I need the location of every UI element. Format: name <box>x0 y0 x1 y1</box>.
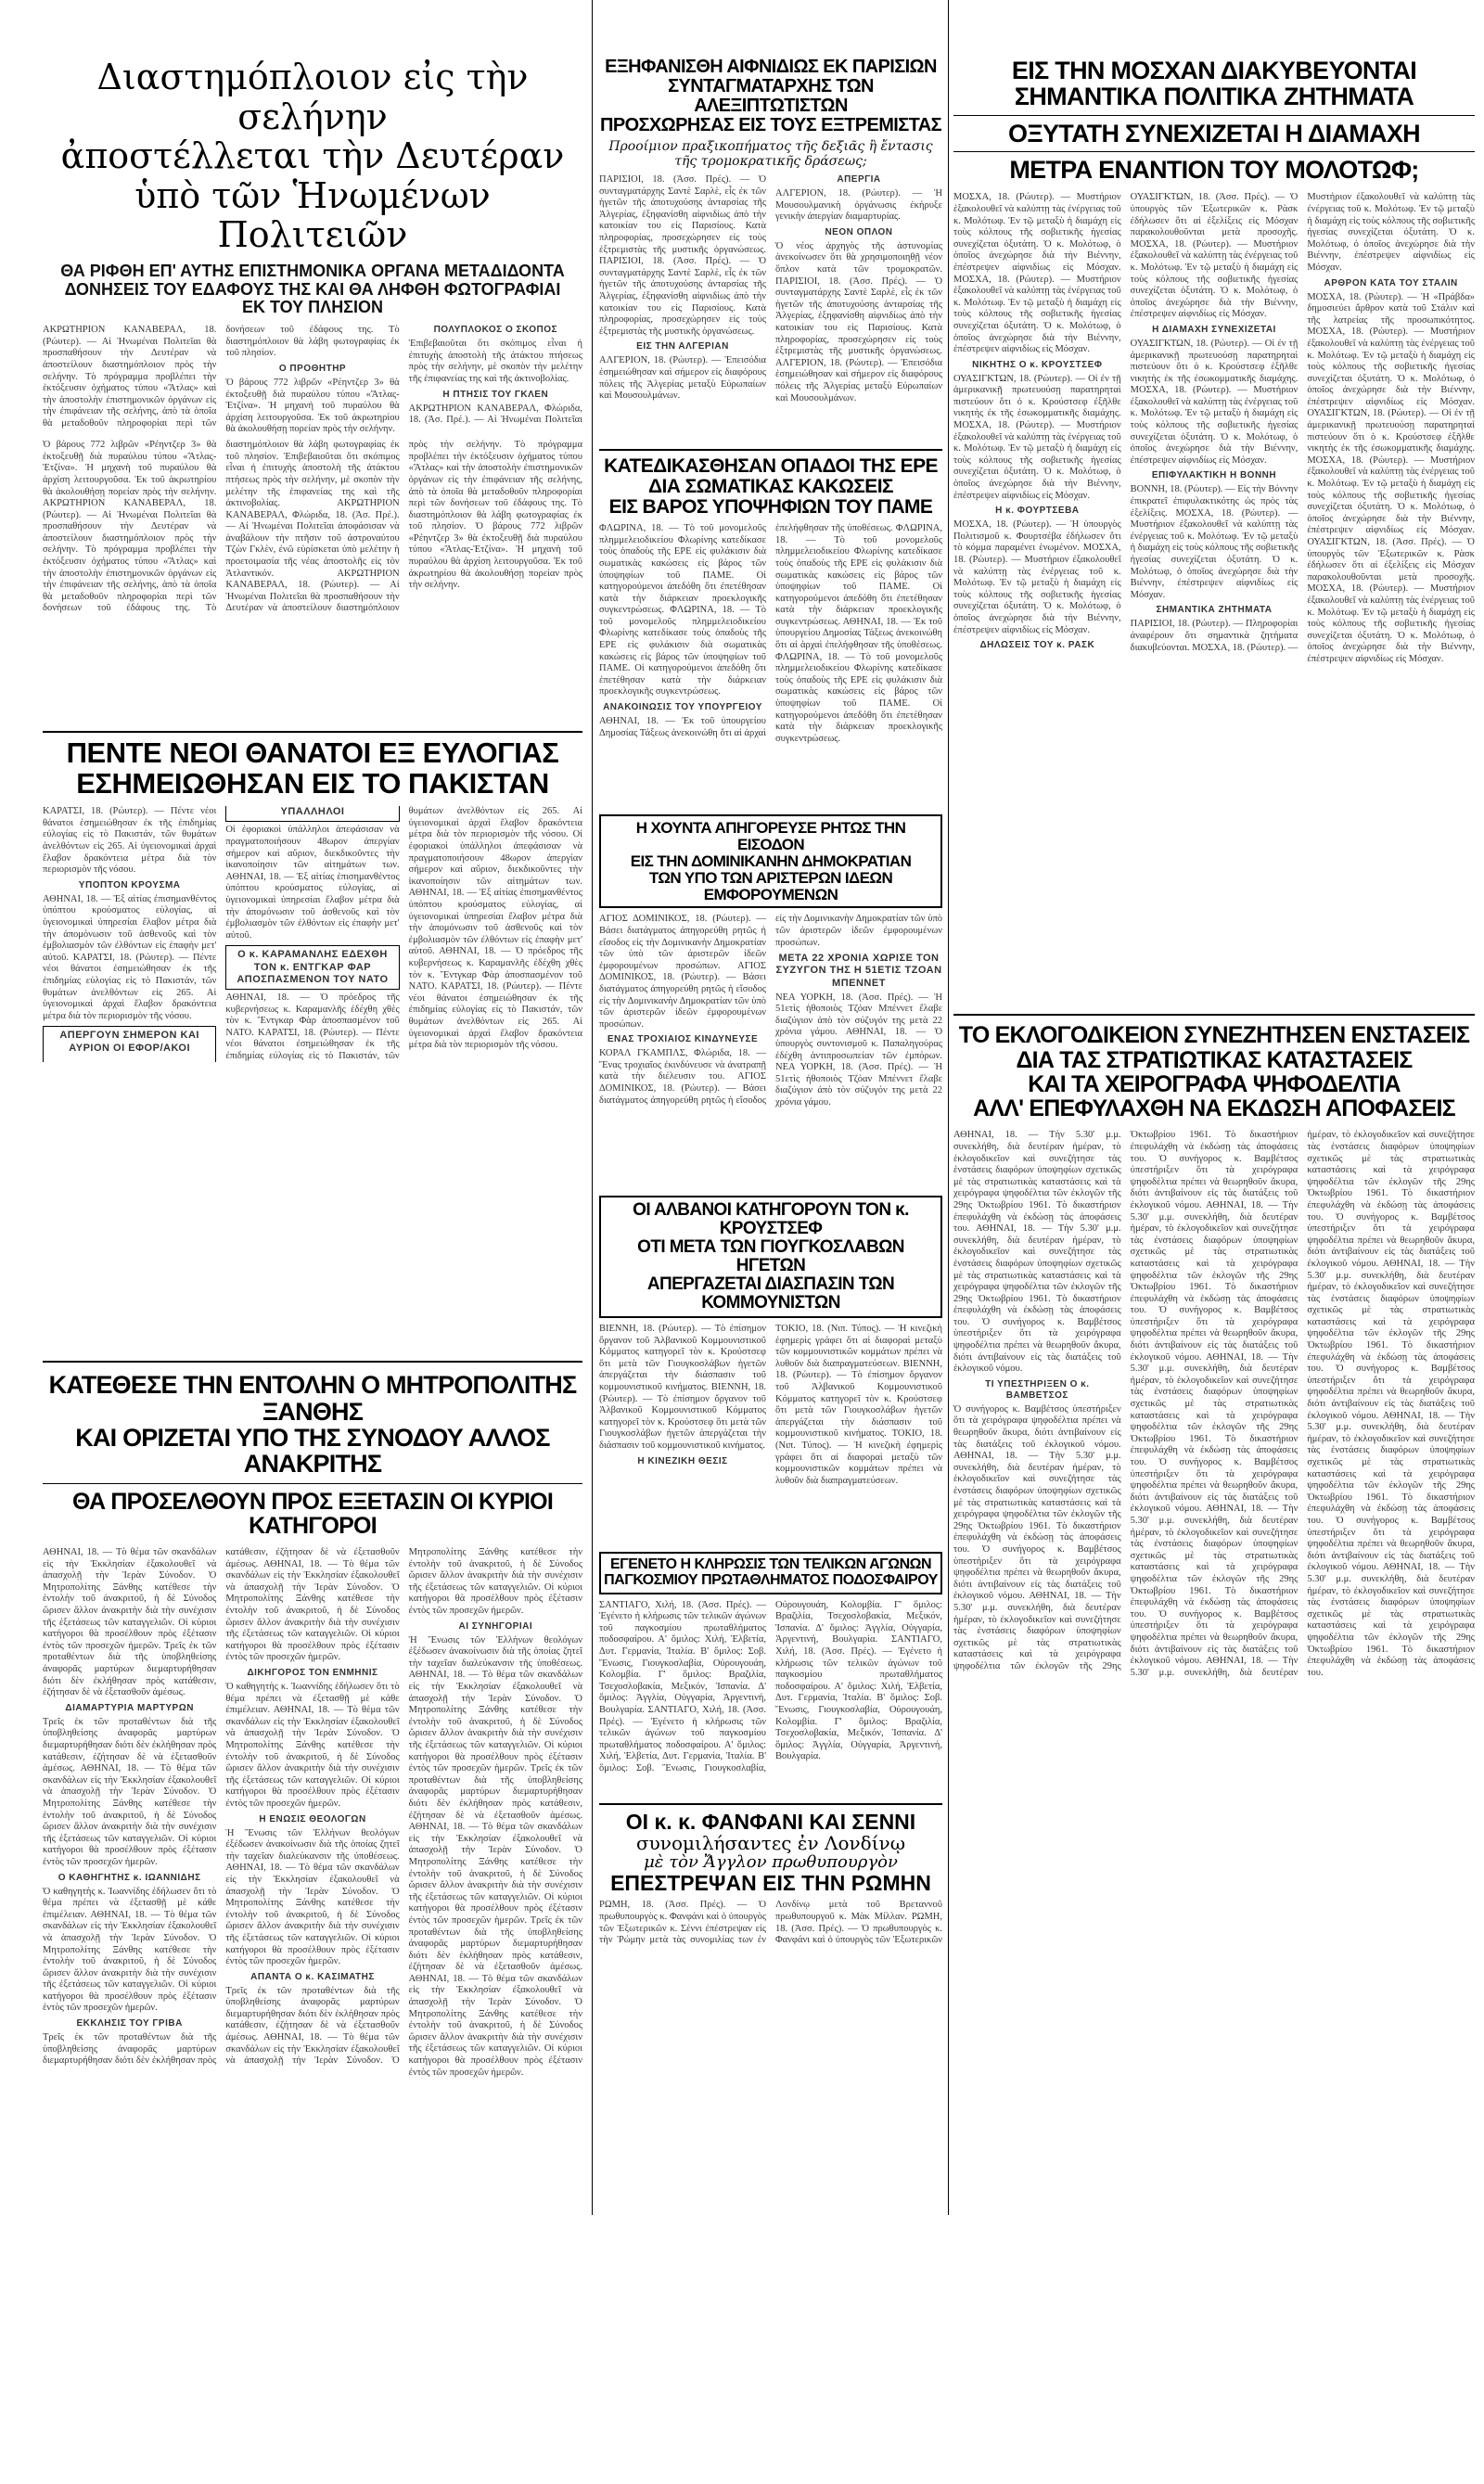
article-text: Ἡ Ἕνωσις τῶν Ἑλλήνων θεολόγων ἐξέδωσεν ἀνακοίνωσιν διὰ τῆς ὁποίας ζητεῖ τὴν ταχεῖαν διαλεύκανσιν τῆς ὑποθέσεως. <box>225 1827 400 1862</box>
headline-line-2: ΕΙΣ ΤΗΝ ΔΟΜΙΝΙΚΑΝΗΝ ΔΗΜΟΚΡΑΤΙΑΝ <box>630 851 912 870</box>
article-text: ΑΘΗΝΑΙ, 18. — Τὴν 5.30' μ.μ. συνεκλήθη, διὰ δευτέραν ἡμέραν, τὸ ἐκλογοδικεῖον καὶ συνεζήτησε τὰς ἐνστάσεις διαφόρων ὑποψηφίων σχετικῶς μὲ τὰς στρατιωτικὰς καταστάσεις καὶ τὰ χειρόγραφα ψηφοδέλτια τῶν ἐκλογῶν τῆς 29ης Ὀκτωβρίου 1961. Τὸ δικαστήριον ἐπεφυλάχθη νὰ ἐκδώσῃ τὰς ἀποφάσεις του. <box>953 1130 1121 1235</box>
article-body <box>953 1130 1475 2104</box>
section-heading: ΕΝΑΣ ΤΡΟΧΙΑΙΟΣ ΚΙΝΔΥΝΕΥΣΕ <box>607 1034 759 1045</box>
article-body <box>43 325 582 436</box>
article-text: Ἐπιβεβαιοῦται ὅτι σκόπιμος εἶναι ἡ ἐπιτυχὴς ἀποστολὴ τῆς ἀτάκτου πτήσεως πρὸς τὴν σελήνην, μὲ σκοπὸν τὴν μελέτην τῆς ἐπιφανείας της καὶ τῆς ἀκτινοβολίας. <box>225 451 400 509</box>
article-text: ΜΟΣΧΑ, 18. (Ρώυτερ). — Μυστήριον ἐξακολουθεῖ νὰ καλύπτῃ τὰς ἐνέργειας τοῦ κ. Μολότωφ. Ἐν τῷ μεταξὺ ἡ διαμάχη εἰς τοὺς κόλπους τῆς σοβιετικῆς ἡγεσίας συνεχίζεται ὀξυτάτη. Ὁ κ. Μολότωφ, ὁ ὁποῖος ἀνεχώρησε διὰ τὴν Βιέννην, ἐπέστρεψεν αἰφνιδίως εἰς Μόσχαν. <box>1307 455 1475 536</box>
article-text: ΒΙΕΝΝΗ, 18. (Ρώυτερ). — Τὸ ἐπίσημον ὄργανον τοῦ Ἀλβανικοῦ Κομμουνιστικοῦ Κόμματος κατηγορεῖ τὸν κ. Κρούστσεφ ὅτι μετὰ τῶν Γιουγκοσλάβων ἡγετῶν ἀπεργάζεται τὴν διάσπασιν τοῦ κομμουνιστικοῦ κινήματος. <box>599 1381 766 1451</box>
article-text: Ὁ νέος ἀρχηγὸς τῆς ἀστυνομίας ἀνεκοίνωσεν ὅτι θὰ χρησιμοποιηθῇ νέον ὅπλον κατὰ τῶν τρομοκρατῶν. <box>775 240 942 275</box>
article-text: ΣΑΝΤΙΑΓΟ, Χιλή, 18. (Ἀσσ. Πρές). — Ἐγένετο ἡ κλήρωσις τῶν τελικῶν ἀγώνων τοῦ παγκοσμίου πρωταθλήματος ποδοσφαίρου. Α' ὅμιλος: Χιλή, Ἑλβετία, Δυτ. Γερμανία, Ἰταλία. Β' ὅμιλος: Σοβ. Ἕνωσις, Γιουγκοσλαβία, Οὐρουγουάη, Κολομβία. Γ' ὅμιλος: Βραζιλία, Τσεχοσλοβακία, Μεξικόν, Ἱσπανία. Δ' ὅμιλος: Ἀγγλία, Οὑγγαρία, Ἀργεντινή, Βουλγαρία. <box>599 1599 766 1715</box>
article-text: ΑΘΗΝΑΙ, 18. — Τὴν 5.30' μ.μ. συνεκλήθη, διὰ δευτέραν ἡμέραν, τὸ ἐκλογοδικεῖον καὶ συνεζήτησε τὰς ἐνστάσεις διαφόρων ὑποψηφίων σχετικῶς μὲ τὰς στρατιωτικὰς καταστάσεις καὶ τὰ χειρόγραφα ψηφοδέλτια τῶν ἐκλογῶν τῆς 29ης Ὀκτωβρίου 1961. Τὸ δικαστήριον ἐπεφυλάχθη νὰ ἐκδώσῃ τὰς ἀποφάσεις του. <box>1307 1562 1475 1678</box>
article-text: ΑΘΗΝΑΙ, 18. — Τὴν 5.30' μ.μ. συνεκλήθη, διὰ δευτέραν ἡμέραν, τὸ ἐκλογοδικεῖον καὶ συνεζήτησε τὰς ἐνστάσεις διαφόρων ὑποψηφίων σχετικῶς μὲ τὰς στρατιωτικὰς καταστάσεις καὶ τὰ χειρόγραφα ψηφοδέλτια τῶν ἐκλογῶν τῆς 29ης Ὀκτωβρίου 1961. Τὸ δικαστήριον ἐπεφυλάχθη νὰ ἐκδώσῃ τὰς ἀποφάσεις του. <box>953 1451 1121 1555</box>
headline-line-2: ΠΑΓΚΟΣΜΙΟΥ ΠΡΩΤΑΘΛΗΜΑΤΟΣ ΠΟΔΟΣΦΑΙΡΟΥ <box>604 1571 938 1588</box>
section-heading: Η ΠΤΗΣΙΣ ΤΟΥ ΓΚΛΕΝ <box>442 389 549 400</box>
headline-line-3: ΑΠΕΡΓΑΖΕΤΑΙ ΔΙΑΣΠΑΣΙΝ ΤΩΝ ΚΟΜΜΟΥΝΙΣΤΩΝ <box>646 1274 895 1313</box>
section-heading: Η ΔΙΑΜΑΧΗ ΣΥΝΕΧΙΖΕΤΑΙ <box>1152 324 1276 335</box>
article-text: Ὁ συνήγορος κ. Βαμβέτσος ὑπεστήριξεν ὅτι τὰ χειρόγραφα ψηφοδέλτια πρέπει νὰ θεωρηθοῦν ἄκυρα, διότι ἀντιβαίνουν εἰς τὰς διατάξεις τοῦ ἐκλογικοῦ νόμου. <box>953 1316 1121 1375</box>
article-text: ΤΟΚΙΟ, 18. (Νιπ. Τύπος). — Ἡ κινεζικὴ ἐφημερὶς γράφει ὅτι αἱ διαφοραὶ μεταξὺ τῶν κομμουνιστικῶν κομμάτων πρέπει νὰ λυθοῦν διὰ διαπραγματεύσεων. <box>775 1428 942 1486</box>
article-text: ΜΟΣΧΑ, 18. (Ρώυτερ). — Μυστήριον ἐξακολουθεῖ νὰ καλύπτῃ τὰς ἐνέργειας τοῦ κ. Μολότωφ. Ἐν τῷ μεταξὺ ἡ διαμάχη εἰς τοὺς κόλπους τῆς σοβιετικῆς ἡγεσίας συνεχίζεται ὀξυτάτη. Ὁ κ. Μολότωφ, ὁ ὁποῖος ἀνεχώρησε διὰ τὴν Βιέννην, ἐπέστρεψεν αἰφνιδίως εἰς Μόσχαν. <box>953 543 1121 635</box>
article-text: Ὁ βάρους 772 λιβρῶν «Ρέηντζερ 3» θὰ ἐκτοξευθῇ διὰ πυραύλου τύπου «Ἄτλας-Ἐτζίνα». Ἡ μηχανὴ τοῦ πυραύλου θὰ ἀρχίση λειτουργοῦσα. Ἐκ τοῦ ἀκρωτηρίου θὰ ἀκολουθήσῃ πορείαν πρὸς τὴν σελήνην. <box>225 377 400 435</box>
article-body <box>43 806 582 1353</box>
subheadline: ΘΑ ΡΙΦΘΗ ΕΠ' ΑΥΤΗΣ ΕΠΙΣΤΗΜΟΝΙΚΑ ΟΡΓΑΝΑ ΜΕΤΑΔΙΔΟΝΤΑ ΔΟΝΗΣΕΙΣ ΤΟΥ ΕΔΑΦΟΥΣ ΤΗΣ ΚΑΙ ΘΑ ΛΗΦΘΗ ΦΩΤΟΓΡΑΦΙΑΙ ΕΚ ΤΟΥ ΠΛΗΣΙΟΝ <box>60 261 565 317</box>
headline-line-2: ΔΙΑ ΣΩΜΑΤΙΚΑΣ ΚΑΚΩΣΕΙΣ <box>648 476 893 498</box>
article-body <box>599 1324 942 1546</box>
headline-line-2: ἀποστέλλεται τὴν Δευτέραν <box>60 135 565 177</box>
article-text: ΑΛΓΕΡΙΟΝ, 18. (Ρώυτερ). — Ἐπεισόδια ἐσημειώθησαν καὶ σήμερον εἰς διαφόρους πόλεις τῆς Ἀλγερίας μεταξὺ Εὐρωπαίων καὶ Μουσουλμάνων. <box>775 357 942 403</box>
section-heading: ΑΠΕΡΓΙΑ <box>837 174 881 185</box>
article-text: ΑΘΗΝΑΙ, 18. — Τὸ θέμα τῶν σκανδάλων εἰς τὴν Ἐκκλησίαν ἐξακολουθεῖ νὰ ἀπασχολῇ τὴν Ἱερὰν Σύνοδον. Ὁ Μητροπολίτης Ξάνθης κατέθεσε τὴν ἐντολὴν τοῦ ἀνακριτοῦ, ἡ δὲ Σύνοδος ὥρισεν ἄλλον ἀνακριτὴν διὰ τὴν συνέχισιν τῆς ἐξετάσεως τῶν καταγγελιῶν. Οἱ κύριοι κατήγοροι θὰ προσέλθουν πρὸς ἐξέτασιν ἐντὸς τῶν προσεχῶν ἡμερῶν. <box>225 1558 400 1663</box>
article-text: ΑΘΗΝΑΙ, 18. — Τὴν 5.30' μ.μ. συνεκλήθη, διὰ δευτέραν ἡμέραν, τὸ ἐκλογοδικεῖον καὶ συνεζήτησε τὰς ἐνστάσεις διαφόρων ὑποψηφίων σχετικῶς μὲ τὰς στρατιωτικὰς καταστάσεις καὶ τὰ χειρόγραφα ψηφοδέλτια τῶν ἐκλογῶν τῆς 29ης Ὀκτωβρίου 1961. Τὸ δικαστήριον ἐπεφυλάχθη νὰ ἐκδώσῃ τὰς ἀποφάσεις του. <box>1130 1130 1475 1678</box>
story-moscow <box>953 0 1475 1008</box>
article-text: ΠΑΡΙΣΙΟΙ, 18. (Ἀσσ. Πρές). — Ὁ συνταγματάρχης Σαντὲ Σαρλὲ, εἷς ἐκ τῶν ἡγετῶν τῆς ἀποτυχούσης ἀνταρσίας τῆς Ἀλγερίας, ἐξηφανίσθη αἰφνιδίως ἀπὸ τὴν κατοικίαν του εἰς Παρισίους. Κατὰ πληροφορίας, προσεχώρησεν εἰς τοὺς ἐξτρεμιστὰς τῆς μυστικῆς ὀργανώσεως. <box>775 275 942 357</box>
headline-line-2: ΣΗΜΑΝΤΙΚΑ ΠΟΛΙΤΙΚΑ ΖΗΤΗΜΑΤΑ <box>1014 83 1414 111</box>
article-text: ΑΘΗΝΑΙ, 18. — Ἐξ αἰτίας ἐπισημανθέντος ὑπόπτου κρούσματος εὐλογίας, αἱ ὑγειονομικαὶ ὑπηρεσίαι ἔλαβον μέτρα διὰ τὴν ἀπομόνωσιν τοῦ ἀσθενοῦς καὶ τὸν ἐμβολιασμὸν τῶν ἐλθόντων εἰς ἐπαφὴν μετ' αὐτοῦ. <box>408 888 582 957</box>
headline-line-1: ΕΙΣ ΤΗΝ ΜΟΣΧΑΝ ΔΙΑΚΥΒΕΥΟΝΤΑΙ <box>1011 57 1417 84</box>
article-text: Ὁ συνήγορος κ. Βαμβέτσος ὑπεστήριξεν ὅτι τὰ χειρόγραφα ψηφοδέλτια πρέπει νὰ θεωρηθοῦν ἄκυρα, διότι ἀντιβαίνουν εἰς τὰς διατάξεις τοῦ ἐκλογικοῦ νόμου. <box>1307 1211 1475 1269</box>
article-text: ΑΘΗΝΑΙ, 18. — Τὴν 5.30' μ.μ. συνεκλήθη, διὰ δευτέραν ἡμέραν, τὸ ἐκλογοδικεῖον καὶ συνεζήτησε τὰς ἐνστάσεις διαφόρων ὑποψηφίων σχετικῶς μὲ τὰς στρατιωτικὰς καταστάσεις καὶ τὰ χειρόγραφα ψηφοδέλτια τῶν ἐκλογῶν τῆς 29ης Ὀκτωβρίου 1961. Τὸ δικαστήριον ἐπεφυλάχθη νὰ ἐκδώσῃ τὰς ἀποφάσεις του. <box>1307 1410 1475 1526</box>
article-text: ΑΘΗΝΑΙ, 18. — Τὸ θέμα τῶν σκανδάλων εἰς τὴν Ἐκκλησίαν ἐξακολουθεῖ νὰ ἀπασχολῇ τὴν Ἱερὰν Σύνοδον. Ὁ Μητροπολίτης Ξάνθης κατέθεσε τὴν ἐντολὴν τοῦ ἀνακριτοῦ, ἡ δὲ Σύνοδος ὥρισεν ἄλλον ἀνακριτὴν διὰ τὴν συνέχισιν τῆς ἐξετάσεως τῶν καταγγελιῶν. Οἱ κύριοι κατήγοροι θὰ προσέλθουν πρὸς ἐξέτασιν ἐντὸς τῶν προσεχῶν ἡμερῶν. <box>408 1973 582 2078</box>
section-heading: Η ΚΙΝΕΖΙΚΗ ΘΕΣΙΣ <box>637 1455 728 1466</box>
headline-line-3: ΟΞΥΤΑΤΗ ΣΥΝΕΧΙΖΕΤΑΙ Η ΔΙΑΜΑΧΗ <box>1008 119 1420 147</box>
article-text: ΑΘΗΝΑΙ, 18. — Τὸ θέμα τῶν σκανδάλων εἰς τὴν Ἐκκλησίαν ἐξακολουθεῖ νὰ ἀπασχολῇ τὴν Ἱερὰν Σύνοδον. Ὁ Μητροπολίτης Ξάνθης κατέθεσε τὴν ἐντολὴν τοῦ ἀνακριτοῦ, ἡ δὲ Σύνοδος ὥρισεν ἄλλον ἀνακριτὴν διὰ τὴν συνέχισιν τῆς ἐξετάσεως τῶν καταγγελιῶν. Οἱ κύριοι κατήγοροι θὰ προσέλθουν πρὸς ἐξέτασιν ἐντὸς τῶν προσεχῶν ἡμερῶν. <box>225 1863 400 1967</box>
article-text: ΑΘΗΝΑΙ, 18. — Τὸ θέμα τῶν σκανδάλων εἰς τὴν Ἐκκλησίαν ἐξακολουθεῖ νὰ ἀπασχολῇ τὴν Ἱερὰν Σύνοδον. Ὁ Μητροπολίτης Ξάνθης κατέθεσε τὴν ἐντολὴν τοῦ ἀνακριτοῦ, ἡ δὲ Σύνοδος ὥρισεν ἄλλον ἀνακριτὴν διὰ τὴν συνέχισιν τῆς ἐξετάσεως τῶν καταγγελιῶν. Οἱ κύριοι κατήγοροι θὰ προσέλθουν πρὸς ἐξέτασιν ἐντὸς τῶν προσεχῶν ἡμερῶν. <box>408 1822 582 1926</box>
story-pakistan <box>43 733 582 1353</box>
headline-line-1: ΟΙ ΑΛΒΑΝΟΙ ΚΑΤΗΓΟΡΟΥΝ ΤΟΝ κ. ΚΡΟΥΣΤΣΕΦ <box>633 1200 909 1239</box>
column-divider <box>948 0 949 2215</box>
section-heading: ΔΙΚΗΓΟΡΟΣ ΤΟΝ ΕΝΜΗΝΙΣ <box>247 1668 378 1679</box>
article-text: ΑΚΡΩΤΗΡΙΟΝ ΚΑΝΑΒΕΡΑΛ, 18. (Ρώυτερ). — Αἱ Ἡνωμέναι Πολιτεῖαι θὰ προσπαθήσουν τὴν Δευτέραν νὰ ἀποστείλουν διαστημόπλοιον πρὸς τὴν σελήνην. Τὸ πρόγραμμα προβλέπει τὴν ἐκτόξευσιν ὀχήματος τύπου «Ἄτλας» καὶ τὴν ἀποστολὴν ἐπιστημονικῶν ὀργάνων εἰς τὴν ἐπιφάνειαν τῆς σελήνης, ἀπὸ τὰ ὁποῖα θὰ μεταδοθοῦν πληροφορίαι περὶ τῶν δονήσεων τοῦ ἐδάφους της. Τὸ διαστημόπλοιον θὰ λάβη φωτογραφίας ἐκ τοῦ πλησίον. <box>225 440 582 614</box>
section-heading: ΑΙ ΣΥΝΗΓΟΡΙΑΙ <box>458 1620 533 1632</box>
column-1 <box>43 0 582 2484</box>
column-2 <box>599 0 942 1952</box>
story-ere-convicted <box>599 451 942 811</box>
article-text: ΚΑΡΑΤΣΙ, 18. (Ρώυτερ). — Πέντε νέοι θάνατοι ἐσημειώθησαν ἐκ τῆς ἐπιδημίας εὐλογίας εἰς τὸ Πακιστάν, τῶν θυμάτων ἀνελθόντων εἰς 265. Αἱ ὑγειονομικαὶ ἀρχαὶ ἔλαβον δρακόντεια μέτρα διὰ τὸν περιορισμὸν τῆς νόσου. <box>43 806 217 876</box>
section-heading: ΑΠΑΝΤΑ Ο κ. ΚΑΣΙΜΑΤΗΣ <box>250 1971 375 1982</box>
article-text: ΚΟΡΑΛ ΓΚΑΜΠΛΣ, Φλώριδα, 18. — Ἕνας τροχιαῖος ἐκινδύνευσε νὰ ἀνατραπῇ κατὰ τὴν διέλευσιν του. <box>599 1048 766 1082</box>
boxed-heading: ΜΕΤΑ 22 ΧΡΟΝΙΑ ΧΩΡΙΣΕ ΤΟΝ ΣΥΖΥΓΟΝ ΤΗΣ Η 51ΕΤΙΣ ΤΖΟΑΝ ΜΠΕΝΝΕΤ <box>775 953 942 989</box>
article-body-continued <box>43 440 582 718</box>
article-text: ΑΘΗΝΑΙ, 18. — Τὸ θέμα τῶν σκανδάλων εἰς τὴν Ἐκκλησίαν ἐξακολουθεῖ νὰ ἀπασχολῇ τὴν Ἱερὰν Σύνοδον. Ὁ Μητροπολίτης Ξάνθης κατέθεσε τὴν ἐντολὴν τοῦ ἀνακριτοῦ, ἡ δὲ Σύνοδος ὥρισεν ἄλλον ἀνακριτὴν διὰ τὴν συνέχισιν τῆς ἐξετάσεως τῶν καταγγελιῶν. Οἱ κύριοι κατήγοροι θὰ προσέλθουν πρὸς ἐξέτασιν ἐντὸς τῶν προσεχῶν ἡμερῶν. <box>225 1547 582 2067</box>
headline-line-2: ΚΑΙ ΟΡΙΖΕΤΑΙ ΥΠΟ ΤΗΣ ΣΥΝΟΔΟΥ ΑΛΛΟΣ ΑΝΑΚΡΙΤΗΣ <box>75 1423 550 1479</box>
article-text: ΦΛΩΡΙΝΑ, 18. — Τὸ τοῦ μονομελοῦς πλημμελειοδικείου Φλωρίνης κατεδίκασε τοὺς ὀπαδοὺς τῆς ΕΡΕ εἰς φυλάκισιν διὰ σωματικὰς κακώσεις εἰς βάρος τῶν ὑποψηφίων τοῦ ΠΑΜΕ. Οἱ κατηγορούμενοι ἀπεδόθη ὅτι ἐπετέθησαν κατὰ τὴν διάρκειαν προεκλογικῆς συγκεντρώσεως. <box>775 523 942 627</box>
article-text: ΑΛΓΕΡΙΟΝ, 18. (Ρώυτερ). — Ἐπεισόδια ἐσημειώθησαν καὶ σήμερον εἰς διαφόρους πόλεις τῆς Ἀλγερίας μεταξὺ Εὐρωπαίων καὶ Μουσουλμάνων. <box>599 355 766 402</box>
article-text: ΜΟΣΧΑ, 18. (Ρώυτερ). — Μυστήριον ἐξακολουθεῖ νὰ καλύπτῃ τὰς ἐνέργειας τοῦ κ. Μολότωφ. Ἐν τῷ μεταξὺ ἡ διαμάχη εἰς τοὺς κόλπους τῆς σοβιετικῆς ἡγεσίας συνεχίζεται ὀξυτάτη. Ὁ κ. Μολότωφ, ὁ ὁποῖος ἀνεχώρησε διὰ τὴν Βιέννην, ἐπέστρεψεν αἰφνιδίως εἰς Μόσχαν. <box>1130 238 1298 320</box>
article-text: ΜΟΣΧΑ, 18. (Ρώυτερ). — Ἡ «Πράβδα» δημοσιεύει ἄρθρον κατὰ τοῦ Στάλιν καὶ τῆς λατρείας τῆς προσωπικότητος. <box>1307 291 1475 326</box>
article-text: ΟΥΑΣΙΓΚΤΩΝ, 18. (Ρώυτερ). — Οἱ ἐν τῇ ἀμερικανικῇ πρωτευούσῃ παρατηρηταὶ πιστεύουν ὅτι ὁ κ. Κρούστσεφ ἐξῆλθε νικητὴς ἐκ τῆς ἐσωκομματικῆς διαμάχης. <box>953 373 1121 419</box>
section-heading: ΤΙ ΥΠΕΣΤΗΡΙΞΕΝ Ο κ. ΒΑΜΒΕΤΣΟΣ <box>985 1378 1090 1401</box>
article-text: ΒΙΕΝΝΗ, 18. (Ρώυτερ). — Τὸ ἐπίσημον ὄργανον τοῦ Ἀλβανικοῦ Κομμουνιστικοῦ Κόμματος κατηγορεῖ τὸν κ. Κρούστσεφ ὅτι μετὰ τῶν Γιουγκοσλάβων ἡγετῶν ἀπεργάζεται τὴν διάσπασιν τοῦ κομμουνιστικοῦ κινήματος. <box>599 1323 766 1392</box>
article-text: Οἱ ἐφοριακοὶ ὑπάλληλοι ἀπεφάσισαν νὰ πραγματοποιήσουν 48ωρον ἀπεργίαν σήμερον καὶ αὔριον, διεκδικοῦντες τὴν ἱκανοποίησιν τῶν αἰτημάτων των. <box>408 829 582 887</box>
headline-line-3: ΠΡΟΣΧΩΡΗΣΑΣ ΕΙΣ ΤΟΥΣ ΕΞΤΡΕΜΙΣΤΑΣ <box>599 115 942 135</box>
article-text: ΝΕΑ ΥΟΡΚΗ, 18. (Ἀσσ. Πρές). — Ἡ 51ετὶς ἠθοποιὸς Τζόαν Μπέννετ ἔλαβε διαζύγιον ἀπὸ τὸν σύζυγόν της μετὰ 22 χρόνια γάμου. <box>775 992 942 1038</box>
column-3 <box>953 0 1475 2104</box>
story-fanfani <box>599 1803 942 1953</box>
headline-line-4: ΜΕΤΡΑ ΕΝΑΝΤΙΟΝ ΤΟΥ ΜΟΛΟΤΩΦ; <box>1009 156 1419 185</box>
story-xanthi <box>43 1363 582 2484</box>
article-text: ΣΑΝΤΙΑΓΟ, Χιλή, 18. (Ἀσσ. Πρές). — Ἐγένετο ἡ κλήρωσις τῶν τελικῶν ἀγώνων τοῦ παγκοσμίου πρωταθλήματος ποδοσφαίρου. Α' ὅμιλος: Χιλή, Ἑλβετία, Δυτ. Γερμανία, Ἰταλία. Β' ὅμιλος: Σοβ. Ἕνωσις, Γιουγκοσλαβία, Οὐρουγουάη, Κολομβία. Γ' ὅμιλος: Βραζιλία, Τσεχοσλοβακία, Μεξικόν, Ἱσπανία. Δ' ὅμιλος: Ἀγγλία, Οὑγγαρία, Ἀργεντινή, Βουλγαρία. <box>599 1599 942 1773</box>
article-text: Ὁ συνήγορος κ. Βαμβέτσος ὑπεστήριξεν ὅτι τὰ χειρόγραφα ψηφοδέλτια πρέπει νὰ θεωρηθοῦν ἄκυρα, διότι ἀντιβαίνουν εἰς τὰς διατάξεις τοῦ ἐκλογικοῦ νόμου. <box>1130 1608 1298 1667</box>
article-text: Ὁ συνήγορος κ. Βαμβέτσος ὑπεστήριξεν ὅτι τὰ χειρόγραφα ψηφοδέλτια πρέπει νὰ θεωρηθοῦν ἄκυρα, διότι ἀντιβαίνουν εἰς τὰς διατάξεις τοῦ ἐκλογικοῦ νόμου. <box>953 1403 1121 1450</box>
article-text: ΑΘΗΝΑΙ, 18. — Τὸ θέμα τῶν σκανδάλων εἰς τὴν Ἐκκλησίαν ἐξακολουθεῖ νὰ ἀπασχολῇ τὴν Ἱερὰν Σύνοδον. Ὁ Μητροπολίτης Ξάνθης κατέθεσε τὴν ἐντολὴν τοῦ ἀνακριτοῦ, ἡ δὲ Σύνοδος ὥρισεν ἄλλον ἀνακριτὴν διὰ τὴν συνέχισιν τῆς ἐξετάσεως τῶν καταγγελιῶν. Οἱ κύριοι κατήγοροι θὰ προσέλθουν πρὸς ἐξέτασιν ἐντὸς τῶν προσεχῶν ἡμερῶν. <box>43 1763 217 1867</box>
headline-line-2: ΔΙΑ ΤΑΣ ΣΤΡΑΤΙΩΤΙΚΑΣ ΚΑΤΑΣΤΑΣΕΙΣ <box>1016 1046 1413 1073</box>
headline-line-4: ΕΠΕΣΤΡΕΨΑΝ ΕΙΣ ΤΗΝ ΡΩΜΗΝ <box>610 1871 931 1896</box>
headline-line-1: ΕΓΕΝΕΤΟ Η ΚΛΗΡΩΣΙΣ ΤΩΝ ΤΕΛΙΚΩΝ ΑΓΩΝΩΝ <box>609 1556 932 1572</box>
article-text: Ἡ Ἕνωσις τῶν Ἑλλήνων θεολόγων ἐξέδωσεν ἀνακοίνωσιν διὰ τῆς ὁποίας ζητεῖ τὴν ταχεῖαν διαλεύκανσιν τῆς ὑποθέσεως. <box>408 1634 582 1669</box>
article-text: ΟΥΑΣΙΓΚΤΩΝ, 18. (Ἀσσ. Πρές). — Ὁ ὑπουργὸς τῶν Ἐξωτερικῶν κ. Ρὰσκ ἐδήλωσεν ὅτι αἱ ἐξελίξεις εἰς Μόσχαν παρακολουθοῦνται μετὰ προσοχῆς. <box>1307 537 1475 583</box>
section-heading: Ο ΚΑΘΗΓΗΤΗΣ κ. ΙΩΑΝΝΙΔΗΣ <box>58 1872 201 1883</box>
article-body <box>953 192 1475 1008</box>
article-text: ΑΓΙΟΣ ΔΟΜΙΝΙΚΟΣ, 18. (Ρώυτερ). — Βάσει διατάγματος ἀπηγορεύθη ρητῶς ἡ εἴσοδος εἰς τὴν Δομινικανὴν Δημοκρατίαν τῶν ὑπὸ τῶν ἀριστερῶν ἰδεῶν ἐμφορουμένων προσώπων. <box>599 914 766 971</box>
article-body <box>599 174 942 443</box>
headline-line-3: ΕΙΣ ΒΑΡΟΣ ΥΠΟΨΗΦΙΩΝ ΤΟΥ ΠΑΜΕ <box>608 496 933 519</box>
headline-line-2: ΣΥΝΤΑΓΜΑΤΑΡΧΗΣ ΤΩΝ ΑΛΕΞΙΠΤΩΤΙΣΤΩΝ <box>668 76 874 116</box>
article-text: ΜΟΣΧΑ, 18. (Ρώυτερ). — Μυστήριον ἐξακολουθεῖ νὰ καλύπτῃ τὰς ἐνέργειας τοῦ κ. Μολότωφ. Ἐν τῷ μεταξὺ ἡ διαμάχη εἰς τοὺς κόλπους τῆς σοβιετικῆς ἡγεσίας συνεχίζεται ὀξυτάτη. Ὁ κ. Μολότωφ, ὁ ὁποῖος ἀνεχώρησε διὰ τὴν Βιέννην, ἐπέστρεψεν αἰφνιδίως εἰς Μόσχαν. <box>1130 385 1298 466</box>
story-paris-colonel <box>599 0 942 443</box>
article-text: Ὁ συνήγορος κ. Βαμβέτσος ὑπεστήριξεν ὅτι τὰ χειρόγραφα ψηφοδέλτια πρέπει νὰ θεωρηθοῦν ἄκυρα, διότι ἀντιβαίνουν εἰς τὰς διατάξεις τοῦ ἐκλογικοῦ νόμου. <box>1307 1515 1475 1573</box>
article-text: ΠΑΡΙΣΙΟΙ, 18. (Ρώυτερ). — Πληροφορίαι ἀναφέρουν ὅτι σημαντικὰ ζητήματα διακυβεύονται. <box>1130 619 1298 653</box>
article-text: ΑΓΙΟΣ ΔΟΜΙΝΙΚΟΣ, 18. (Ρώυτερ). — Βάσει διατάγματος ἀπηγορεύθη ρητῶς ἡ εἴσοδος εἰς τὴν Δομινικανὴν Δημοκρατίαν τῶν ὑπὸ τῶν ἀριστερῶν ἰδεῶν ἐμφορουμένων προσώπων. <box>599 960 766 1030</box>
article-text: Οἱ ἐφοριακοὶ ὑπάλληλοι ἀπεφάσισαν νὰ πραγματοποιήσουν 48ωρον ἀπεργίαν σήμερον καὶ αὔριον, διεκδικοῦντες τὴν ἱκανοποίησιν τῶν αἰτημάτων των. <box>225 825 400 871</box>
article-text: ΚΑΡΑΤΣΙ, 18. (Ρώυτερ). — Πέντε νέοι θάνατοι ἐσημειώθησαν ἐκ τῆς ἐπιδημίας εὐλογίας εἰς τὸ Πακιστάν, τῶν θυμάτων ἀνελθόντων εἰς 265. Αἱ ὑγειονομικαὶ ἀρχαὶ ἔλαβον δρακόντεια μέτρα διὰ τὸν περιορισμὸν τῆς νόσου. <box>408 981 582 1051</box>
story-dominican <box>599 814 942 908</box>
article-text: ΑΘΗΝΑΙ, 18. — Ἐκ τοῦ ὑπουργείου Δημοσίας Τάξεως ἀνεκοινώθη ὅτι αἱ ἀρχαὶ ἐπελήφθησαν τῆς ὑποθέσεως. <box>775 616 942 651</box>
section-heading: ΑΡΘΡΟΝ ΚΑΤΑ ΤΟΥ ΣΤΑΛΙΝ <box>1324 277 1458 288</box>
article-body <box>599 523 942 811</box>
article-text: ΑΚΡΩΤΗΡΙΟΝ ΚΑΝΑΒΕΡΑΛ, Φλώριδα, 18. (Ἀσ. Πρέ.). — Αἱ Ἡνωμέναι Πολιτεῖαι ἀποφάσισαν νὰ ἀναβάλουν τὴν πτῆσιν τοῦ ἀστροναύτου Τζὼν Γκλὲν, ἐνῶ εὑρίσκεται ὑπὸ μελέτην ἡ προετοιμασία τῆς νέας ἀποστολῆς εἰς τὸν Ἀτλαντικόν. <box>225 498 400 579</box>
article-text: ΠΑΡΙΣΙΟΙ, 18. (Ἀσσ. Πρές). — Ὁ συνταγματάρχης Σαντὲ Σαρλὲ, εἷς ἐκ τῶν ἡγετῶν τῆς ἀποτυχούσης ἀνταρσίας τῆς Ἀλγερίας, ἐξηφανίσθη αἰφνιδίως ἀπὸ τὴν κατοικίαν του εἰς Παρισίους. Κατὰ πληροφορίας, προσεχώρησεν εἰς τοὺς ἐξτρεμιστὰς τῆς μυστικῆς ὀργανώσεως. <box>599 174 766 255</box>
article-text: ΟΥΑΣΙΓΚΤΩΝ, 18. (Ρώυτερ). — Οἱ ἐν τῇ ἀμερικανικῇ πρωτευούσῃ παρατηρηταὶ πιστεύουν ὅτι ὁ κ. Κρούστσεφ ἐξῆλθε νικητὴς ἐκ τῆς ἐσωκομματικῆς διαμάχης. <box>1307 408 1475 455</box>
article-text: ΑΘΗΝΑΙ, 18. — Ὁ πρόεδρος τῆς κυβερνήσεως κ. Καραμανλῆς ἐδέχθη χθὲς τὸν κ. Ἔντγκαρ Φὰρ ἀποσπασμένον τοῦ ΝΑΤΟ. <box>225 992 400 1038</box>
article-body <box>43 1547 582 2484</box>
section-heading: Η ΕΝΩΣΙΣ ΘΕΟΛΟΓΩΝ <box>259 1813 366 1825</box>
article-text: Τρεῖς ἐκ τῶν προταθέντων διὰ τῆς ὑποβληθείσης ἀναφορᾶς μαρτύρων διεμαρτυρήθησαν διότι δὲν ἐκλήθησαν πρὸς κατάθεσιν, ἐζήτησαν δὲ νὰ ἐξετασθοῦν ἀμέσως. <box>225 1985 400 2043</box>
article-text: ΑΘΗΝΑΙ, 18. — Τὴν 5.30' μ.μ. συνεκλήθη, διὰ δευτέραν ἡμέραν, τὸ ἐκλογοδικεῖον καὶ συνεζήτησε τὰς ἐνστάσεις διαφόρων ὑποψηφίων σχετικῶς μὲ τὰς στρατιωτικὰς καταστάσεις καὶ τὰ χειρόγραφα ψηφοδέλτια τῶν ἐκλογῶν τῆς 29ης Ὀκτωβρίου 1961. Τὸ δικαστήριον ἐπεφυλάχθη νὰ ἐκδώσῃ τὰς ἀποφάσεις του. <box>953 1130 1298 1671</box>
deck: Προοίμιον πραξικοπήματος τῆς δεξιᾶς ἢ ἔντασις τῆς τρομοκρατικῆς δράσεως; <box>608 139 933 169</box>
section-heading: ΕΚΚΛΗΣΙΣ ΤΟΥ ΓΡΙΒΑ <box>76 2018 183 2029</box>
article-text: ΑΘΗΝΑΙ, 18. — Τὸ θέμα τῶν σκανδάλων εἰς τὴν Ἐκκλησίαν ἐξακολουθεῖ νὰ ἀπασχολῇ τὴν Ἱερὰν Σύνοδον. Ὁ Μητροπολίτης Ξάνθης κατέθεσε τὴν ἐντολὴν τοῦ ἀνακριτοῦ, ἡ δὲ Σύνοδος ὥρισεν ἄλλον ἀνακριτὴν διὰ τὴν συνέχισιν τῆς ἐξετάσεως τῶν καταγγελιῶν. Οἱ κύριοι κατήγοροι θὰ προσέλθουν πρὸς ἐξέτασιν ἐντὸς τῶν προσεχῶν ἡμερῶν. <box>225 1705 400 1809</box>
headline-line-1: ΚΑΤΕΘΕΣΕ ΤΗΝ ΕΝΤΟΛΗΝ Ο ΜΗΤΡΟΠΟΛΙΤΗΣ ΞΑΝΘΗΣ <box>48 1371 577 1426</box>
article-text: Ὁ βάρους 772 λιβρῶν «Ρέηντζερ 3» θὰ ἐκτοξευθῇ διὰ πυραύλου τύπου «Ἄτλας-Ἐτζίνα». Ἡ μηχανὴ τοῦ πυραύλου θὰ ἀρχίση λειτουργοῦσα. Ἐκ τοῦ ἀκρωτηρίου θὰ ἀκολουθήσῃ πορείαν πρὸς τὴν σελήνην. <box>408 521 582 591</box>
article-text: Ἐπιβεβαιοῦται ὅτι σκόπιμος εἶναι ἡ ἐπιτυχὴς ἀποστολὴ τῆς ἀτάκτου πτήσεως πρὸς τὴν σελήνην, μὲ σκοπὸν τὴν μελέτην τῆς ἐπιφανείας της καὶ τῆς ἀκτινοβολίας. <box>408 339 582 384</box>
article-text: Ὁ συνήγορος κ. Βαμβέτσος ὑπεστήριξεν ὅτι τὰ χειρόγραφα ψηφοδέλτια πρέπει νὰ θεωρηθοῦν ἄκυρα, διότι ἀντιβαίνουν εἰς τὰς διατάξεις τοῦ ἐκλογικοῦ νόμου. <box>1130 1153 1298 1210</box>
article-text: ΦΛΩΡΙΝΑ, 18. — Τὸ τοῦ μονομελοῦς πλημμελειοδικείου Φλωρίνης κατεδίκασε τοὺς ὀπαδοὺς τῆς ΕΡΕ εἰς φυλάκισιν διὰ σωματικὰς κακώσεις εἰς βάρος τῶν ὑποψηφίων τοῦ ΠΑΜΕ. Οἱ κατηγορούμενοι ἀπεδόθη ὅτι ἐπετέθησαν κατὰ τὴν διάρκειαν προεκλογικῆς συγκεντρώσεως. <box>599 605 767 698</box>
article-text: ΑΓΙΟΣ ΔΟΜΙΝΙΚΟΣ, 18. (Ρώυτερ). — Βάσει διατάγματος ἀπηγορεύθη ρητῶς ἡ εἴσοδος εἰς τὴν Δομινικανὴν Δημοκρατίαν τῶν ὑπὸ τῶν ἀριστερῶν ἰδεῶν ἐμφορουμένων προσώπων. <box>599 914 942 1106</box>
article-text: ΑΘΗΝΑΙ, 18. — Τὴν 5.30' μ.μ. συνεκλήθη, διὰ δευτέραν ἡμέραν, τὸ ἐκλογοδικεῖον καὶ συνεζήτησε τὰς ἐνστάσεις διαφόρων ὑποψηφίων σχετικῶς μὲ τὰς στρατιωτικὰς καταστάσεις καὶ τὰ χειρόγραφα ψηφοδέλτια τῶν ἐκλογῶν τῆς 29ης Ὀκτωβρίου 1961. Τὸ δικαστήριον ἐπεφυλάχθη νὰ ἐκδώσῃ τὰς ἀποφάσεις του. <box>1130 1199 1298 1316</box>
article-body <box>599 1900 942 1952</box>
article-body <box>599 1600 942 1799</box>
section-heading: ΔΙΑΜΑΡΤΥΡΙΑ ΜΑΡΤΥΡΩΝ <box>65 1702 194 1713</box>
headline-line-1: ΠΕΝΤΕ ΝΕΟΙ ΘΑΝΑΤΟΙ ΕΞ ΕΥΛΟΓΙΑΣ <box>66 736 559 770</box>
headline-line-1: ΟΙ κ. κ. ΦΑΝΦΑΝΙ ΚΑΙ ΣΕΝΝΙ <box>625 1809 916 1834</box>
headline-line-1: Η ΧΟΥΝΤΑ ΑΠΗΓΟΡΕΥΣΕ ΡΗΤΩΣ ΤΗΝ ΕΙΣΟΔΟΝ <box>635 819 906 853</box>
article-text: ΜΟΣΧΑ, 18. (Ρώυτερ). — Μυστήριον ἐξακολουθεῖ νὰ καλύπτῃ τὰς ἐνέργειας τοῦ κ. Μολότωφ. Ἐν τῷ μεταξὺ ἡ διαμάχη εἰς τοὺς κόλπους τῆς σοβιετικῆς ἡγεσίας συνεχίζεται ὀξυτάτη. Ὁ κ. Μολότωφ, ὁ ὁποῖος ἀνεχώρησε διὰ τὴν Βιέννην, ἐπέστρεψεν αἰφνιδίως εἰς Μόσχαν. <box>953 274 1121 355</box>
boxed-heading: Ο κ. ΚΑΡΑΜΑΝΛΗΣ ΕΔΕΧΘΗ ΤΟΝ κ. ΕΝΤΓΚΑΡ ΦΑΡ ΑΠΟΣΠΑΣΜΕΝΟΝ ΤΟΥ ΝΑΤΟ <box>225 945 399 990</box>
article-text: ΑΘΗΝΑΙ, 18. — Τὴν 5.30' μ.μ. συνεκλήθη, διὰ δευτέραν ἡμέραν, τὸ ἐκλογοδικεῖον καὶ συνεζήτησε τὰς ἐνστάσεις διαφόρων ὑποψηφίων σχετικῶς μὲ τὰς στρατιωτικὰς καταστάσεις καὶ τὰ χειρόγραφα ψηφοδέλτια τῶν ἐκλογῶν τῆς 29ης Ὀκτωβρίου 1961. Τὸ δικαστήριον ἐπεφυλάχθη νὰ ἐκδώσῃ τὰς ἀποφάσεις του. <box>1130 1504 1298 1620</box>
headline-line-3: ΚΑΙ ΤΑ ΧΕΙΡΟΓΡΑΦΑ ΨΗΦΟΔΕΛΤΙΑ <box>1028 1070 1401 1097</box>
section-heading: Ο ΠΡΟΘΗΤΗΡ <box>278 363 347 374</box>
article-text: ΝΕΑ ΥΟΡΚΗ, 18. (Ἀσσ. Πρές). — Ἡ 51ετὶς ἠθοποιὸς Τζόαν Μπέννετ ἔλαβε διαζύγιον ἀπὸ τὸν σύζυγόν της μετὰ 22 χρόνια γάμου. <box>775 1062 942 1108</box>
article-text: ΜΟΣΧΑ, 18. (Ρώυτερ). — Ἡ ὑπουργὸς Πολιτισμοῦ κ. Φουρτσέβα ἐδήλωσεν ὅτι τὸ κόμμα παραμένει ἑνωμένον. <box>953 519 1121 554</box>
article-text: ΜΟΣΧΑ, 18. (Ρώυτερ). — Μυστήριον ἐξακολουθεῖ νὰ καλύπτῃ τὰς ἐνέργειας τοῦ κ. Μολότωφ. Ἐν τῷ μεταξὺ ἡ διαμάχη εἰς τοὺς κόλπους τῆς σοβιετικῆς ἡγεσίας συνεχίζεται ὀξυτάτη. Ὁ κ. Μολότωφ, ὁ ὁποῖος ἀνεχώρησε διὰ τὴν Βιέννην, ἐπέστρεψεν αἰφνιδίως εἰς Μόσχαν. <box>953 192 1121 273</box>
article-text: ΜΟΣΧΑ, 18. (Ρώυτερ). — Μυστήριον ἐξακολουθεῖ νὰ καλύπτῃ τὰς ἐνέργειας τοῦ κ. Μολότωφ. Ἐν τῷ μεταξὺ ἡ διαμάχη εἰς τοὺς κόλπους τῆς σοβιετικῆς ἡγεσίας συνεχίζεται ὀξυτάτη. Ὁ κ. Μολότωφ, ὁ ὁποῖος ἀνεχώρησε διὰ τὴν Βιέννην, ἐπέστρεψεν αἰφνιδίως εἰς Μόσχαν. <box>1307 583 1475 664</box>
article-text: Τρεῖς ἐκ τῶν προταθέντων διὰ τῆς ὑποβληθείσης ἀναφορᾶς μαρτύρων διεμαρτυρήθησαν διότι δὲν ἐκλήθησαν πρὸς κατάθεσιν, ἐζήτησαν δὲ νὰ ἐξετασθοῦν ἀμέσως. <box>43 1640 217 1698</box>
article-text: ΒΟΝΝΗ, 18. (Ρώυτερ). — Εἰς τὴν Βόννην ἐπικρατεῖ ἐπιφυλακτικότης ὡς πρὸς τὰς ἐξελίξεις. <box>1130 484 1298 519</box>
column-divider <box>592 0 593 2215</box>
section-heading: ΠΟΛΥΠΛΟΚΟΣ Ο ΣΚΟΠΟΣ <box>433 325 558 336</box>
article-text: ΑΘΗΝΑΙ, 18. — Τὴν 5.30' μ.μ. συνεκλήθη, διὰ δευτέραν ἡμέραν, τὸ ἐκλογοδικεῖον καὶ συνεζήτησε τὰς ἐνστάσεις διαφόρων ὑποψηφίων σχετικῶς μὲ τὰς στρατιωτικὰς καταστάσεις καὶ τὰ χειρόγραφα ψηφοδέλτια τῶν ἐκλογῶν τῆς 29ης Ὀκτωβρίου 1961. Τὸ δικαστήριον ἐπεφυλάχθη νὰ ἐκδώσῃ τὰς ἀποφάσεις του. <box>1307 1258 1475 1375</box>
story-albanians <box>599 1196 942 1318</box>
headline-line-1: ΤΟ ΕΚΛΟΓΟΔΙΚΕΙΟΝ ΣΥΝΕΖΗΤΗΣΕΝ ΕΝΣΤΑΣΕΙΣ <box>958 1022 1470 1049</box>
article-text: ΦΛΩΡΙΝΑ, 18. — Τὸ τοῦ μονομελοῦς πλημμελειοδικείου Φλωρίνης κατεδίκασε τοὺς ὀπαδοὺς τῆς ΕΡΕ εἰς φυλάκισιν διὰ σωματικὰς κακώσεις εἰς βάρος τῶν ὑποψηφίων τοῦ ΠΑΜΕ. Οἱ κατηγορούμενοι ἀπεδόθη ὅτι ἐπετέθησαν κατὰ τὴν διάρκειαν προεκλογικῆς συγκεντρώσεως. <box>599 523 766 616</box>
article-text: ΑΘΗΝΑΙ, 18. — Ἐξ αἰτίας ἐπισημανθέντος ὑπόπτου κρούσματος εὐλογίας, αἱ ὑγειονομικαὶ ὑπηρεσίαι ἔλαβον μέτρα διὰ τὴν ἀπομόνωσιν τοῦ ἀσθενοῦς καὶ τὸν ἐμβολιασμὸν τῶν ἐλθόντων εἰς ἐπαφὴν μετ' αὐτοῦ. <box>225 871 400 941</box>
article-text: ΑΘΗΝΑΙ, 18. — Τὴν 5.30' μ.μ. συνεκλήθη, διὰ δευτέραν ἡμέραν, τὸ ἐκλογοδικεῖον καὶ συνεζήτησε τὰς ἐνστάσεις διαφόρων ὑποψηφίων σχετικῶς μὲ τὰς στρατιωτικὰς καταστάσεις καὶ τὰ χειρόγραφα ψηφοδέλτια τῶν ἐκλογῶν τῆς 29ης Ὀκτωβρίου 1961. Τὸ δικαστήριον ἐπεφυλάχθη νὰ ἐκδώσῃ τὰς ἀποφάσεις του. <box>953 1223 1121 1327</box>
article-text: ΑΛΓΕΡΙΟΝ, 18. (Ρώυτερ). — Ἡ Μουσουλμανικὴ ὀργάνωσις ἐκήρυξε γενικὴν ἀπεργίαν διαμαρτυρίας. <box>775 188 942 223</box>
subheadline: ΘΑ ΠΡΟΣΕΛΘΟΥΝ ΠΡΟΣ ΕΞΕΤΑΣΙΝ ΟΙ ΚΥΡΙΟΙ ΚΑΤΗΓΟΡΟΙ <box>72 1488 553 1539</box>
article-text: ΜΟΣΧΑ, 18. (Ρώυτερ). — Μυστήριον ἐξακολουθεῖ νὰ καλύπτῃ τὰς ἐνέργειας τοῦ κ. Μολότωφ. Ἐν τῷ μεταξὺ ἡ διαμάχη εἰς τοὺς κόλπους τῆς σοβιετικῆς ἡγεσίας συνεχίζεται ὀξυτάτη. Ὁ κ. Μολότωφ, ὁ ὁποῖος ἀνεχώρησε διὰ τὴν Βιέννην, ἐπέστρεψεν αἰφνιδίως εἰς Μόσχαν. <box>953 420 1121 501</box>
section-heading: ΕΙΣ ΤΗΝ ΑΛΓΕΡΙΑΝ <box>636 341 729 352</box>
article-text: ΑΘΗΝΑΙ, 18. — Τὸ θέμα τῶν σκανδάλων εἰς τὴν Ἐκκλησίαν ἐξακολουθεῖ νὰ ἀπασχολῇ τὴν Ἱερὰν Σύνοδον. Ὁ Μητροπολίτης Ξάνθης κατέθεσε τὴν ἐντολὴν τοῦ ἀνακριτοῦ, ἡ δὲ Σύνοδος ὥρισεν ἄλλον ἀνακριτὴν διὰ τὴν συνέχισιν τῆς ἐξετάσεως τῶν καταγγελιῶν. Οἱ κύριοι κατήγοροι θὰ προσέλθουν πρὸς ἐξέτασιν ἐντὸς τῶν προσεχῶν ἡμερῶν. <box>43 1909 217 2014</box>
boxed-heading: ΑΠΕΡΓΟΥΝ ΣΗΜΕΡΟΝ ΚΑΙ ΑΥΡΙΟΝ ΟΙ ΕΦΟΡ/ΑΚΟΙ ΥΠΑΛΛΗΛΟΙ <box>43 806 400 1062</box>
headline-line-2: ΟΤΙ ΜΕΤΑ ΤΩΝ ΓΙΟΥΓΚΟΣΛΑΒΩΝ ΗΓΕΤΩΝ <box>637 1237 904 1276</box>
headline-line-1: ΚΑΤΕΔΙΚΑΣΘΗΣΑΝ ΟΠΑΔΟΙ ΤΗΣ ΕΡΕ <box>604 455 938 477</box>
story-world-cup <box>599 1552 942 1594</box>
article-text: ΑΚΡΩΤΗΡΙΟΝ ΚΑΝΑΒΕΡΑΛ, 18. (Ρώυτερ). — Αἱ Ἡνωμέναι Πολιτεῖαι θὰ προσπαθήσουν τὴν Δευτέραν νὰ ἀποστείλουν διαστημόπλοιον πρὸς τὴν σελήνην. Τὸ πρόγραμμα προβλέπει τὴν ἐκτόξευσιν ὀχήματος τύπου «Ἄτλας» καὶ τὴν ἀποστολὴν ἐπιστημονικῶν ὀργάνων εἰς τὴν ἐπιφάνειαν τῆς σελήνης, ἀπὸ τὰ ὁποῖα θὰ μεταδοθοῦν πληροφορίαι περὶ τῶν δονήσεων τοῦ ἐδάφους της. Τὸ διαστημόπλοιον θὰ λάβη φωτογραφίας ἐκ τοῦ πλησίον. <box>43 325 400 429</box>
article-text: Τρεῖς ἐκ τῶν προταθέντων διὰ τῆς ὑποβληθείσης ἀναφορᾶς μαρτύρων διεμαρτυρήθησαν διότι δὲν ἐκλήθησαν πρὸς κατάθεσιν, ἐζήτησαν δὲ νὰ ἐξετασθοῦν ἀμέσως. <box>408 1763 582 1821</box>
article-text: ΜΟΣΧΑ, 18. (Ρώυτερ). — Μυστήριον ἐξακολουθεῖ νὰ καλύπτῃ τὰς ἐνέργειας τοῦ κ. Μολότωφ. Ἐν τῷ μεταξὺ ἡ διαμάχη εἰς τοὺς κόλπους τῆς σοβιετικῆς ἡγεσίας συνεχίζεται ὀξυτάτη. Ὁ κ. Μολότωφ, ὁ ὁποῖος ἀνεχώρησε διὰ τὴν Βιέννην, ἐπέστρεψεν αἰφνιδίως εἰς Μόσχαν. <box>1307 327 1475 407</box>
story-spacecraft <box>43 0 582 718</box>
section-heading: ΣΗΜΑΝΤΙΚΑ ΖΗΤΗΜΑΤΑ <box>1156 605 1273 616</box>
headline-line-3: ΤΩΝ ΥΠΟ ΤΩΝ ΑΡΙΣΤΕΡΩΝ ΙΔΕΩΝ ΕΜΦΟΡΟΥΜΕΝΩΝ <box>648 868 893 903</box>
article-text: ΑΘΗΝΑΙ, 18. — Τὸ θέμα τῶν σκανδάλων εἰς τὴν Ἐκκλησίαν ἐξακολουθεῖ νὰ ἀπασχολῇ τὴν Ἱερὰν Σύνοδον. Ὁ Μητροπολίτης Ξάνθης κατέθεσε τὴν ἐντολὴν τοῦ ἀνακριτοῦ, ἡ δὲ Σύνοδος ὥρισεν ἄλλον ἀνακριτὴν διὰ τὴν συνέχισιν τῆς ἐξετάσεως τῶν καταγγελιῶν. Οἱ κύριοι κατήγοροι θὰ προσέλθουν πρὸς ἐξέτασιν ἐντὸς τῶν προσεχῶν ἡμερῶν. <box>408 1670 582 1774</box>
article-text: ΤΟΚΙΟ, 18. (Νιπ. Τύπος). — Ἡ κινεζικὴ ἐφημερὶς γράφει ὅτι αἱ διαφοραὶ μεταξὺ τῶν κομμουνιστικῶν κομμάτων πρέπει νὰ λυθοῦν διὰ διαπραγματεύσεων. <box>775 1323 942 1369</box>
story-electoral-court <box>953 1016 1475 2104</box>
article-text: Ὁ συνήγορος κ. Βαμβέτσος ὑπεστήριξεν ὅτι τὰ χειρόγραφα ψηφοδέλτια πρέπει νὰ θεωρηθοῦν ἄκυρα, διότι ἀντιβαίνουν εἰς τὰς διατάξεις τοῦ ἐκλογικοῦ νόμου. <box>1130 1457 1298 1515</box>
article-text: ΟΥΑΣΙΓΚΤΩΝ, 18. (Ἀσσ. Πρές). — Ὁ ὑπουργὸς τῶν Ἐξωτερικῶν κ. Ρὰσκ ἐδήλωσεν ὅτι αἱ ἐξελίξεις εἰς Μόσχαν παρακολουθοῦνται μετὰ προσοχῆς. <box>1130 192 1298 238</box>
headline-line-3: ὑπὸ τῶν Ἡνωμένων Πολιτειῶν <box>134 174 491 256</box>
article-text: Ὁ βάρους 772 λιβρῶν «Ρέηντζερ 3» θὰ ἐκτοξευθῇ διὰ πυραύλου τύπου «Ἄτλας-Ἐτζίνα». Ἡ μηχανὴ τοῦ πυραύλου θὰ ἀρχίση λειτουργοῦσα. Ἐκ τοῦ ἀκρωτηρίου θὰ ἀκολουθήσῃ πορείαν πρὸς τὴν σελήνην. <box>43 440 217 497</box>
article-text: ΜΟΣΧΑ, 18. (Ρώυτερ). — Μυστήριον ἐξακολουθεῖ νὰ καλύπτῃ τὰς ἐνέργειας τοῦ κ. Μολότωφ. Ἐν τῷ μεταξὺ ἡ διαμάχη εἰς τοὺς κόλπους τῆς σοβιετικῆς ἡγεσίας συνεχίζεται ὀξυτάτη. Ὁ κ. Μολότωφ, ὁ ὁποῖος ἀνεχώρησε διὰ τὴν Βιέννην, ἐπέστρεψεν αἰφνιδίως εἰς Μόσχαν. <box>1130 507 1298 600</box>
headline-line-3: μὲ τὸν Ἄγγλον πρωθυπουργὸν <box>644 1852 898 1873</box>
article-text: ΑΘΗΝΑΙ, 18. — Ὁ ὑπουργὸς συντονισμοῦ κ. Παπαληγούρας ἐδέχθη ἀντιπροσωπείαν τῶν ἐμπόρων. <box>775 1027 942 1061</box>
article-text: Ὁ καθηγητὴς κ. Ἰωαννίδης ἐδήλωσεν ὅτι τὸ θέμα πρέπει νὰ ἐξετασθῇ μὲ κάθε ἐπιμέλειαν. <box>225 1682 400 1716</box>
article-text: ΟΥΑΣΙΓΚΤΩΝ, 18. (Ρώυτερ). — Οἱ ἐν τῇ ἀμερικανικῇ πρωτευούσῃ παρατηρηταὶ πιστεύουν ὅτι ὁ κ. Κρούστσεφ ἐξῆλθε νικητὴς ἐκ τῆς ἐσωκομματικῆς διαμάχης. <box>1130 338 1298 384</box>
article-text: ΑΚΡΩΤΗΡΙΟΝ ΚΑΝΑΒΕΡΑΛ, Φλώριδα, 18. (Ἀσ. Πρέ.). — Αἱ Ἡνωμέναι Πολιτεῖαι <box>408 403 582 426</box>
section-heading: ΔΗΛΩΣΕΙΣ ΤΟΥ κ. ΡΑΣΚ <box>979 640 1095 651</box>
article-text: ΚΑΡΑΤΣΙ, 18. (Ρώυτερ). — Πέντε νέοι θάνατοι ἐσημειώθησαν ἐκ τῆς ἐπιδημίας εὐλογίας εἰς τὸ Πακιστάν, τῶν θυμάτων ἀνελθόντων εἰς 265. Αἱ ὑγειονομικαὶ ἀρχαὶ ἔλαβον δρακόντεια μέτρα διὰ τὸν περιορισμὸν τῆς νόσου. <box>225 806 582 1061</box>
article-text: ΣΑΝΤΙΑΓΟ, Χιλή, 18. (Ἀσσ. Πρές). — Ἐγένετο ἡ κλήρωσις τῶν τελικῶν ἀγώνων τοῦ παγκοσμίου πρωταθλήματος ποδοσφαίρου. Α' ὅμιλος: Χιλή, Ἑλβετία, Δυτ. Γερμανία, Ἰταλία. Β' ὅμιλος: Σοβ. Ἕνωσις, Γιουγκοσλαβία, Οὐρουγουάη, Κολομβία. Γ' ὅμιλος: Βραζιλία, Τσεχοσλοβακία, Μεξικόν, Ἱσπανία. Δ' ὅμιλος: Ἀγγλία, Οὑγγαρία, Ἀργεντινή, Βουλγαρία. <box>775 1634 942 1762</box>
article-body <box>599 914 942 1192</box>
article-text: ΑΘΗΝΑΙ, 18. — Ἐξ αἰτίας ἐπισημανθέντος ὑπόπτου κρούσματος εὐλογίας, αἱ ὑγειονομικαὶ ὑπηρεσίαι ἔλαβον μέτρα διὰ τὴν ἀπομόνωσιν τοῦ ἀσθενοῦς καὶ τὸν ἐμβολιασμὸν τῶν ἐλθόντων εἰς ἐπαφὴν μετ' αὐτοῦ. <box>43 893 217 963</box>
article-text: ΑΘΗΝΑΙ, 18. — Τὴν 5.30' μ.μ. συνεκλήθη, διὰ δευτέραν ἡμέραν, τὸ ἐκλογοδικεῖον καὶ συνεζήτησε τὰς ἐνστάσεις διαφόρων ὑποψηφίων σχετικῶς μὲ τὰς στρατιωτικὰς καταστάσεις καὶ τὰ χειρόγραφα ψηφοδέλτια τῶν ἐκλογῶν τῆς 29ης Ὀκτωβρίου 1961. Τὸ δικαστήριον ἐπεφυλάχθη νὰ ἐκδώσῃ τὰς ἀποφάσεις του. <box>1130 1351 1298 1467</box>
section-heading: ΕΠΙΦΥΛΑΚΤΙΚΗ Η ΒΟΝΝΗ <box>1151 470 1277 481</box>
section-heading: ΥΠΟΠΤΟΝ ΚΡΟΥΣΜΑ <box>78 879 181 890</box>
article-text: Τρεῖς ἐκ τῶν προταθέντων διὰ τῆς ὑποβληθείσης ἀναφορᾶς μαρτύρων διεμαρτυρήθησαν διότι δὲν ἐκλήθησαν πρὸς κατάθεσιν, ἐζήτησαν δὲ νὰ ἐξετασθοῦν ἀμέσως. <box>43 1716 217 1774</box>
section-heading: ΑΝΑΚΟΙΝΩΣΙΣ ΤΟΥ ΥΠΟΥΡΓΕΙΟΥ <box>603 702 762 713</box>
headline-line-2: ΕΣΗΜΕΙΩΘΗΣΑΝ ΕΙΣ ΤΟ ΠΑΚΙΣΤΑΝ <box>76 766 549 800</box>
article-text: ΚΑΡΑΤΣΙ, 18. (Ρώυτερ). — Πέντε νέοι θάνατοι ἐσημειώθησαν ἐκ τῆς ἐπιδημίας εὐλογίας εἰς τὸ Πακιστάν, τῶν θυμάτων ἀνελθόντων εἰς 265. Αἱ ὑγειονομικαὶ ἀρχαὶ ἔλαβον δρακόντεια μέτρα διὰ τὸν περιορισμὸν τῆς νόσου. <box>43 952 217 1021</box>
article-text: Ὁ συνήγορος κ. Βαμβέτσος ὑπεστήριξεν ὅτι τὰ χειρόγραφα ψηφοδέλτια πρέπει νὰ θεωρηθοῦν ἄκυρα, διότι ἀντιβαίνουν εἰς τὰς διατάξεις τοῦ ἐκλογικοῦ νόμου. <box>953 1543 1121 1602</box>
article-text: ΦΛΩΡΙΝΑ, 18. — Τὸ τοῦ μονομελοῦς πλημμελειοδικείου Φλωρίνης κατεδίκασε τοὺς ὀπαδοὺς τῆς ΕΡΕ εἰς φυλάκισιν διὰ σωματικὰς κακώσεις εἰς βάρος τῶν ὑποψηφίων τοῦ ΠΑΜΕ. Οἱ κατηγορούμενοι ἀπεδόθη ὅτι ἐπετέθησαν κατὰ τὴν διάρκειαν προεκλογικῆς συγκεντρώσεως. <box>775 651 942 744</box>
article-text: ΑΘΗΝΑΙ, 18. — Ἐκ τοῦ ὑπουργείου Δημοσίας Τάξεως ἀνεκοινώθη ὅτι αἱ ἀρχαὶ ἐπελήφθησαν τῆς ὑποθέσεως. <box>599 523 893 738</box>
article-text: ΡΩΜΗ, 18. (Ἀσσ. Πρές). — Ὁ πρωθυπουργὸς κ. Φανφάνι καὶ ὁ ὑπουργὸς τῶν Ἐξωτερικῶν <box>775 1912 942 1946</box>
section-heading: ΝΙΚΗΤΗΣ Ο κ. ΚΡΟΥΣΤΣΕΦ <box>972 359 1103 370</box>
article-text: Ὁ καθηγητὴς κ. Ἰωαννίδης ἐδήλωσεν ὅτι τὸ θέμα πρέπει νὰ ἐξετασθῇ μὲ κάθε ἐπιμέλειαν. <box>43 1886 217 1920</box>
article-text: ΑΘΗΝΑΙ, 18. — Τὸ θέμα τῶν σκανδάλων εἰς τὴν Ἐκκλησίαν ἐξακολουθεῖ νὰ ἀπασχολῇ τὴν Ἱερὰν Σύνοδον. Ὁ Μητροπολίτης Ξάνθης κατέθεσε τὴν ἐντολὴν τοῦ ἀνακριτοῦ, ἡ δὲ Σύνοδος ὥρισεν ἄλλον ἀνακριτὴν διὰ τὴν συνέχισιν τῆς ἐξετάσεως τῶν καταγγελιῶν. Οἱ κύριοι κατήγοροι θὰ προσέλθουν πρὸς ἐξέτασιν ἐντὸς τῶν προσεχῶν ἡμερῶν. <box>43 1547 217 1651</box>
article-text: Τρεῖς ἐκ τῶν προταθέντων διὰ τῆς ὑποβληθείσης ἀναφορᾶς μαρτύρων διεμαρτυρήθησαν διότι δὲν ἐκλήθησαν πρὸς κατάθεσιν, ἐζήτησαν δὲ νὰ ἐξετασθοῦν ἀμέσως. <box>408 1914 582 1973</box>
article-text: ΑΘΗΝΑΙ, 18. — Ὁ πρόεδρος τῆς κυβερνήσεως κ. Καραμανλῆς ἐδέχθη χθὲς τὸν κ. Ἔντγκαρ Φὰρ ἀποσπασμένον τοῦ ΝΑΤΟ. <box>408 946 582 992</box>
headline-line-4: ΑΛΛ' ΕΠΕΦΥΛΑΧΘΗ ΝΑ ΕΚΔΩΣΗ ΑΠΟΦΑΣΕΙΣ <box>973 1095 1455 1122</box>
article-text: Ὁ συνήγορος κ. Βαμβέτσος ὑπεστήριξεν ὅτι τὰ χειρόγραφα ψηφοδέλτια πρέπει νὰ θεωρηθοῦν ἄκυρα, διότι ἀντιβαίνουν εἰς τὰς διατάξεις τοῦ ἐκλογικοῦ νόμου. <box>1130 1305 1298 1363</box>
article-text: ΒΙΕΝΝΗ, 18. (Ρώυτερ). — Τὸ ἐπίσημον ὄργανον τοῦ Ἀλβανικοῦ Κομμουνιστικοῦ Κόμματος κατηγορεῖ τὸν κ. Κρούστσεφ ὅτι μετὰ τῶν Γιουγκοσλάβων ἡγετῶν ἀπεργάζεται τὴν διάσπασιν τοῦ κομμουνιστικοῦ κινήματος. <box>775 1358 942 1440</box>
article-text: ΑΚΡΩΤΗΡΙΟΝ ΚΑΝΑΒΕΡΑΛ, 18. (Ρώυτερ). — Αἱ Ἡνωμέναι Πολιτεῖαι θὰ προσπαθήσουν τὴν Δευτέραν νὰ ἀποστείλουν διαστημόπλοιον πρὸς τὴν σελήνην. Τὸ πρόγραμμα προβλέπει τὴν ἐκτόξευσιν ὀχήματος τύπου «Ἄτλας» καὶ τὴν ἀποστολὴν ἐπιστημονικῶν ὀργάνων εἰς τὴν ἐπιφάνειαν τῆς σελήνης, ἀπὸ τὰ ὁποῖα θὰ μεταδοθοῦν πληροφορίαι περὶ τῶν δονήσεων τοῦ ἐδάφους της. Τὸ διαστημόπλοιον θὰ λάβη φωτογραφίας ἐκ τοῦ πλησίον. <box>43 440 400 614</box>
article-text: ΜΟΣΧΑ, 18. (Ρώυτερ). — Μυστήριον ἐξακολουθεῖ νὰ καλύπτῃ τὰς ἐνέργειας τοῦ κ. Μολότωφ. Ἐν τῷ μεταξὺ ἡ διαμάχη εἰς τοὺς κόλπους τῆς σοβιετικῆς ἡγεσίας συνεχίζεται ὀξυτάτη. Ὁ κ. Μολότωφ, ὁ ὁποῖος ἀνεχώρησε διὰ τὴν Βιέννην, ἐπέστρεψεν αἰφνιδίως εἰς Μόσχαν. <box>1192 192 1475 653</box>
section-heading: Η κ. ΦΟΥΡΤΣΕΒΑ <box>995 506 1080 517</box>
headline-line-1: Διαστημόπλοιον εἰς τὴν σελήνην <box>96 57 529 137</box>
headline-line-2: συνομιλήσαντες ἐν Λονδίνῳ <box>635 1831 906 1854</box>
article-text: ΡΩΜΗ, 18. (Ἀσσ. Πρές). — Ὁ πρωθυπουργὸς κ. Φανφάνι καὶ ὁ ὑπουργὸς τῶν Ἐξωτερικῶν κ. Σέννι ἐπέστρεψαν εἰς τὴν Ῥώμην μετὰ τὰς συνομιλίας των ἐν Λονδίνῳ μετὰ τοῦ Βρεταννοῦ πρωθυπουργοῦ κ. Μὰκ Μίλλαν. <box>599 1900 942 1946</box>
section-heading: ΝΕΟΝ ΟΠΛΟΝ <box>825 226 893 237</box>
article-text: Τρεῖς ἐκ τῶν προταθέντων διὰ τῆς ὑποβληθείσης ἀναφορᾶς μαρτύρων διεμαρτυρήθησαν διότι δὲν ἐκλήθησαν πρὸς κατάθεσιν, ἐζήτησαν δὲ νὰ ἐξετασθοῦν ἀμέσως. <box>43 1547 400 2067</box>
article-text: Ὁ συνήγορος κ. Βαμβέτσος ὑπεστήριξεν ὅτι τὰ χειρόγραφα ψηφοδέλτια πρέπει νὰ θεωρηθοῦν ἄκυρα, διότι ἀντιβαίνουν εἰς τὰς διατάξεις τοῦ ἐκλογικοῦ νόμου. <box>1307 1364 1475 1421</box>
headline-line-1: ΕΞΗΦΑΝΙΣΘΗ ΑΙΦΝΙΔΙΩΣ ΕΚ ΠΑΡΙΣΙΩΝ <box>605 57 937 77</box>
article-text: ΠΑΡΙΣΙΟΙ, 18. (Ἀσσ. Πρές). — Ὁ συνταγματάρχης Σαντὲ Σαρλὲ, εἷς ἐκ τῶν ἡγετῶν τῆς ἀποτυχούσης ἀνταρσίας τῆς Ἀλγερίας, ἐξηφανίσθη αἰφνιδίως ἀπὸ τὴν κατοικίαν του εἰς Παρισίους. Κατὰ πληροφορίας, προσεχώρησεν εἰς τοὺς ἐξτρεμιστὰς τῆς μυστικῆς ὀργανώσεως. <box>599 256 766 337</box>
